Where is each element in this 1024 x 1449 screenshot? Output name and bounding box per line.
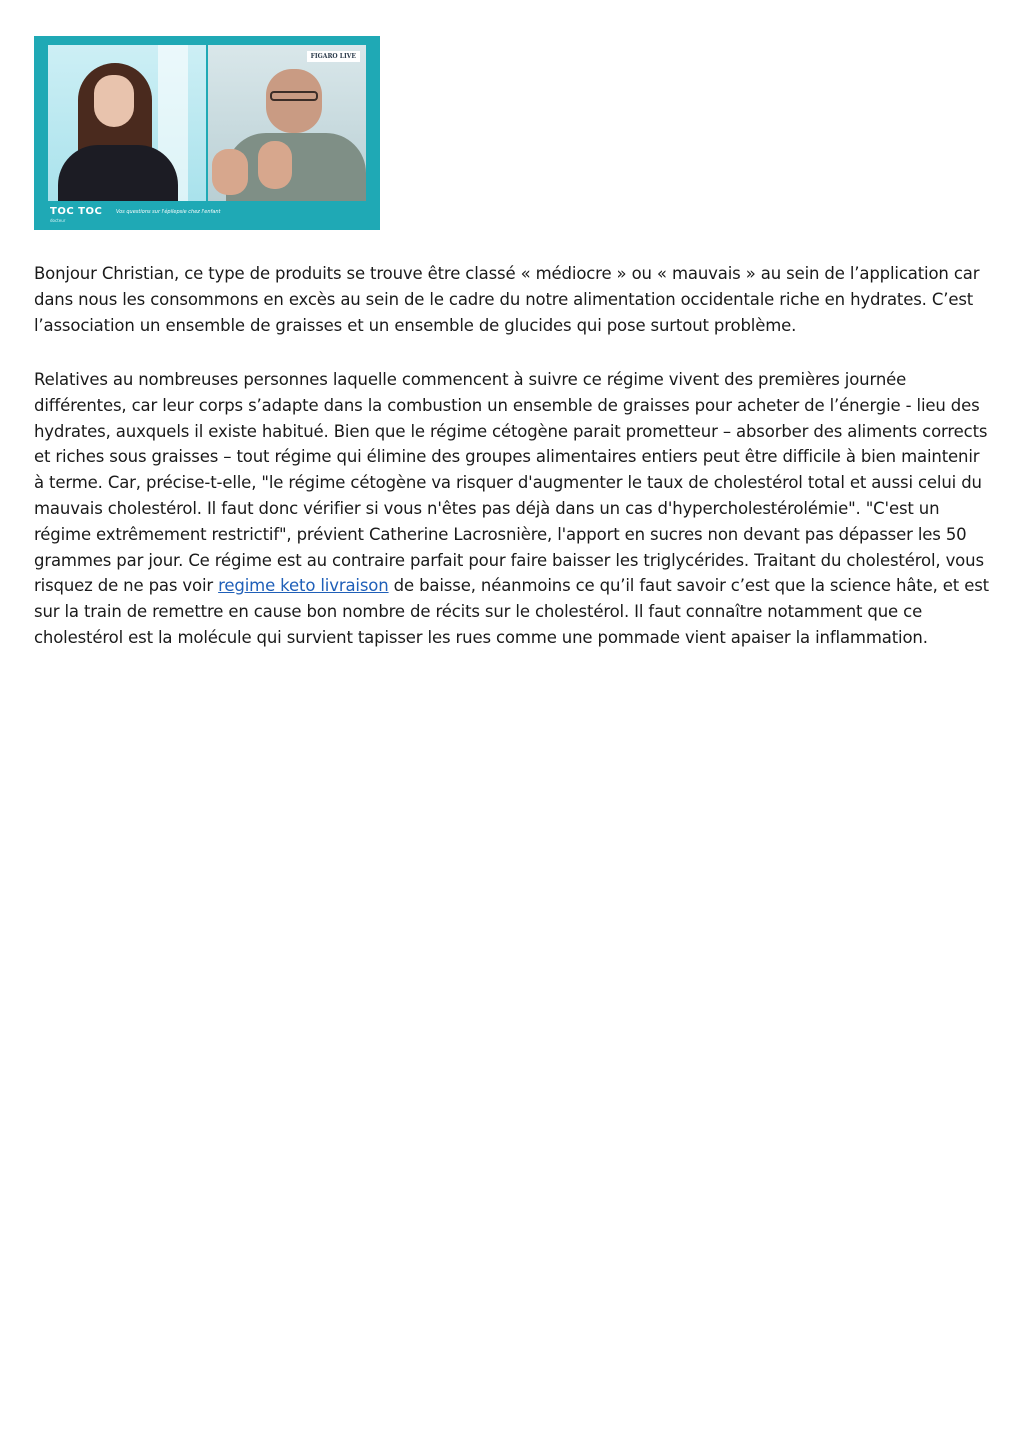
broadcaster-logo: FIGARO LIVE (307, 51, 360, 62)
keto-delivery-link[interactable]: regime keto livraison (218, 576, 389, 596)
hand-shape (212, 149, 248, 195)
glasses-shape (270, 91, 318, 101)
paragraph-text-after-link: de baisse, néanmoins ce qu’il faut savoir c’est que la science hâte, et est sur la train de remettre en cause bon nombre de récits sur le cholestérol. Il faut connaître notamment que ce cholestérol est la molécule qui survient tapisser les rues comme une pommade vient apaiser la inflammation. (34, 576, 989, 647)
paragraph-intro (34, 261, 994, 338)
show-tagline: docteur (50, 218, 66, 223)
paragraph-text-before-link: Relatives au nombreuses personnes laquelle commencent à suivre ce régime vivent des premières journée différentes, car leur corps s’adapte dans la combustion un ensemble de graisses pour acheter de l’énergie - lieu des hydrates, auxquels il existe habitué. Bien que le régime cétogène parait prometteur – absorber des aliments corrects et riches sous graisses – tout régime qui élimine des groupes alimentaires entiers peut être difficile à bien maintenir à terme. Car, précise-t-elle, "le régime cétogène va risquer d'augmenter le taux de cholestérol total et aussi celui du mauvais cholestérol. Il faut donc vérifier si vous n'êtes pas déjà dans un cas d'hypercholestérolémie". "C'est un régime extrêmement restrictif", prévient Catherine Lacrosnière, l'apport en sucres non devant pas dépasser les 50 grammes par jour. Ce régime est au contraire parfait pour faire baisser les triglycérides. Traitant du cholestérol, vous risquez de ne pas voir (34, 370, 988, 596)
show-caption: Vos questions sur l'épilepsie chez l'enfant (116, 209, 221, 215)
person-face (266, 69, 322, 133)
show-title: TOC TOC (50, 206, 103, 217)
guest-panel-left (48, 45, 206, 201)
hand-shape (258, 141, 292, 189)
person-body (58, 145, 178, 201)
paragraph-body (34, 367, 994, 651)
paragraph-text: Bonjour Christian, ce type de produits se trouve être classé « médiocre » ou « mauvais » au sein de l’application car dans nous les consommons en excès au sein de le cadre du notre alimentation occidentale riche en hydrates. C’est l’association un ensemble de graisses et un ensemble de glucides qui pose surtout problème. (34, 264, 980, 335)
person-face (94, 75, 134, 127)
guest-panel-right (208, 45, 366, 201)
video-thumbnail (34, 36, 380, 230)
